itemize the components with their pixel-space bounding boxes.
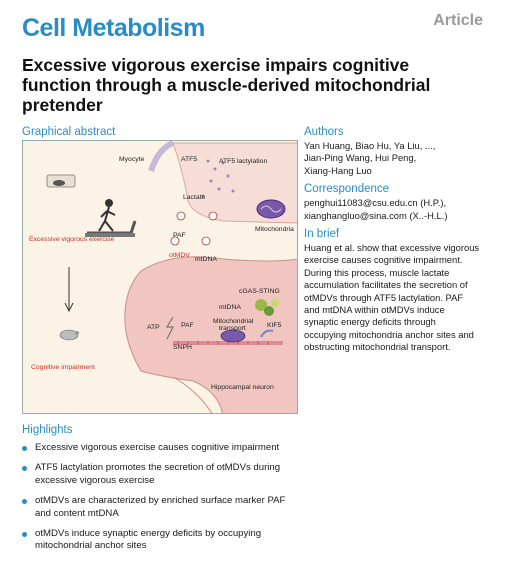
treadmill-runner-illustration (85, 199, 135, 237)
label-cgas-sting: cGAS-STING (239, 288, 280, 295)
highlight-text: and content mtDNA (35, 507, 119, 519)
graphical-abstract-figure (22, 140, 298, 414)
in-brief-block (304, 228, 494, 354)
label-atf5: ATF5 (181, 156, 198, 163)
in-brief-line: Huang et al. show that excessive vigorous (304, 242, 480, 254)
highlight-text: otMDVs are characterized by enriched surface marker PAF (35, 495, 286, 507)
label-mitochondria: Mitochondria (255, 226, 294, 233)
highlights-heading: Highlights (22, 424, 73, 436)
label-mtdna: mtDNA (195, 256, 217, 263)
in-brief-line: otMDVs through ATF5 lactylation. PAF (304, 291, 464, 303)
graphical-abstract-svg (23, 141, 298, 414)
authors-heading: Authors (304, 126, 344, 138)
label-atp: ATP (147, 324, 160, 331)
label-otmdv: otMDV (169, 252, 190, 259)
mouse-icon (60, 330, 79, 340)
in-brief-line: and mtDNA within otMDVs induce (304, 304, 445, 316)
in-brief-line: exercise causes cognitive impairment. (304, 254, 463, 266)
in-brief-line: During this process, muscle lactate (304, 266, 450, 278)
label-myocyte: Myocyte (119, 156, 145, 163)
authors-block (304, 126, 494, 177)
bullet-icon (22, 532, 27, 537)
sidebar (304, 126, 494, 360)
highlight-text: excessive vigorous exercise (35, 474, 155, 486)
bullet-icon (22, 466, 27, 471)
highlight-item (22, 442, 482, 454)
label-hippocampal-neuron: Hippocampal neuron (211, 384, 274, 391)
in-brief-line: synaptic energy deficits through (304, 316, 436, 328)
label-mtdna-neuron: mtDNA (219, 304, 241, 311)
highlight-item (22, 495, 482, 520)
label-cognitive-impairment: Cognitive impairment (31, 364, 95, 371)
bullet-icon (22, 446, 27, 451)
down-arrow-icon (65, 267, 73, 311)
in-brief-line: accumulation facilitates the secretion of (304, 279, 468, 291)
myocyte-membrane-shape (151, 143, 173, 171)
correspondence-block (304, 183, 494, 222)
highlight-item (22, 528, 482, 553)
label-paf-neuron: PAF (181, 322, 194, 329)
authors-line: Xiang-Hang Luo (304, 164, 372, 176)
label-atf5-lactylation: ATF5 lactylation (219, 158, 268, 165)
highlights-section (22, 424, 482, 561)
highlight-text: mitochondrial anchor sites (35, 540, 147, 552)
bullet-icon (22, 499, 27, 504)
article-type-label: Article (433, 12, 483, 29)
label-paf: PAF (173, 232, 186, 239)
article-title: Excessive vigorous exercise impairs cognitive function through a muscle-derived mitochondrial pretender (22, 55, 431, 115)
label-mitochondrial: Mitochondrial (213, 318, 254, 325)
journal-name: Cell Metabolism (22, 14, 205, 42)
mouse-cage-icon (47, 175, 75, 187)
graphical-abstract-heading: Graphical abstract (22, 126, 116, 138)
highlight-text: otMDVs induce synaptic energy deficits by occupying (35, 528, 262, 540)
highlight-item (22, 462, 482, 487)
label-lactate: Lactate (183, 194, 206, 201)
highlight-text: Excessive vigorous exercise causes cognitive impairment (35, 442, 280, 453)
authors-line: Yan Huang, Biao Hu, Ya Liu, ..., (304, 140, 436, 151)
highlight-text: ATF5 lactylation promotes the secretion of otMDVs during (35, 462, 281, 474)
in-brief-line: obstructing mitochondrial transport. (304, 341, 451, 353)
in-brief-heading: In brief (304, 228, 340, 241)
authors-line: Jian-Ping Wang, Hui Peng, (304, 152, 417, 164)
label-transport: transport (219, 325, 246, 332)
correspondence-email-link[interactable]: xianghangluo@sina.com (X..-H.L.) (304, 209, 448, 221)
label-snph: SNPH (173, 344, 192, 351)
label-kif5: KIF5 (267, 322, 282, 329)
label-excessive-exercise: Excessive vigorous exercise (29, 236, 115, 243)
in-brief-line: occupying mitochondria anchor sites and (304, 328, 474, 340)
correspondence-email-link[interactable]: penghui11083@csu.edu.cn (H.P.), (304, 197, 447, 209)
correspondence-heading: Correspondence (304, 183, 390, 196)
